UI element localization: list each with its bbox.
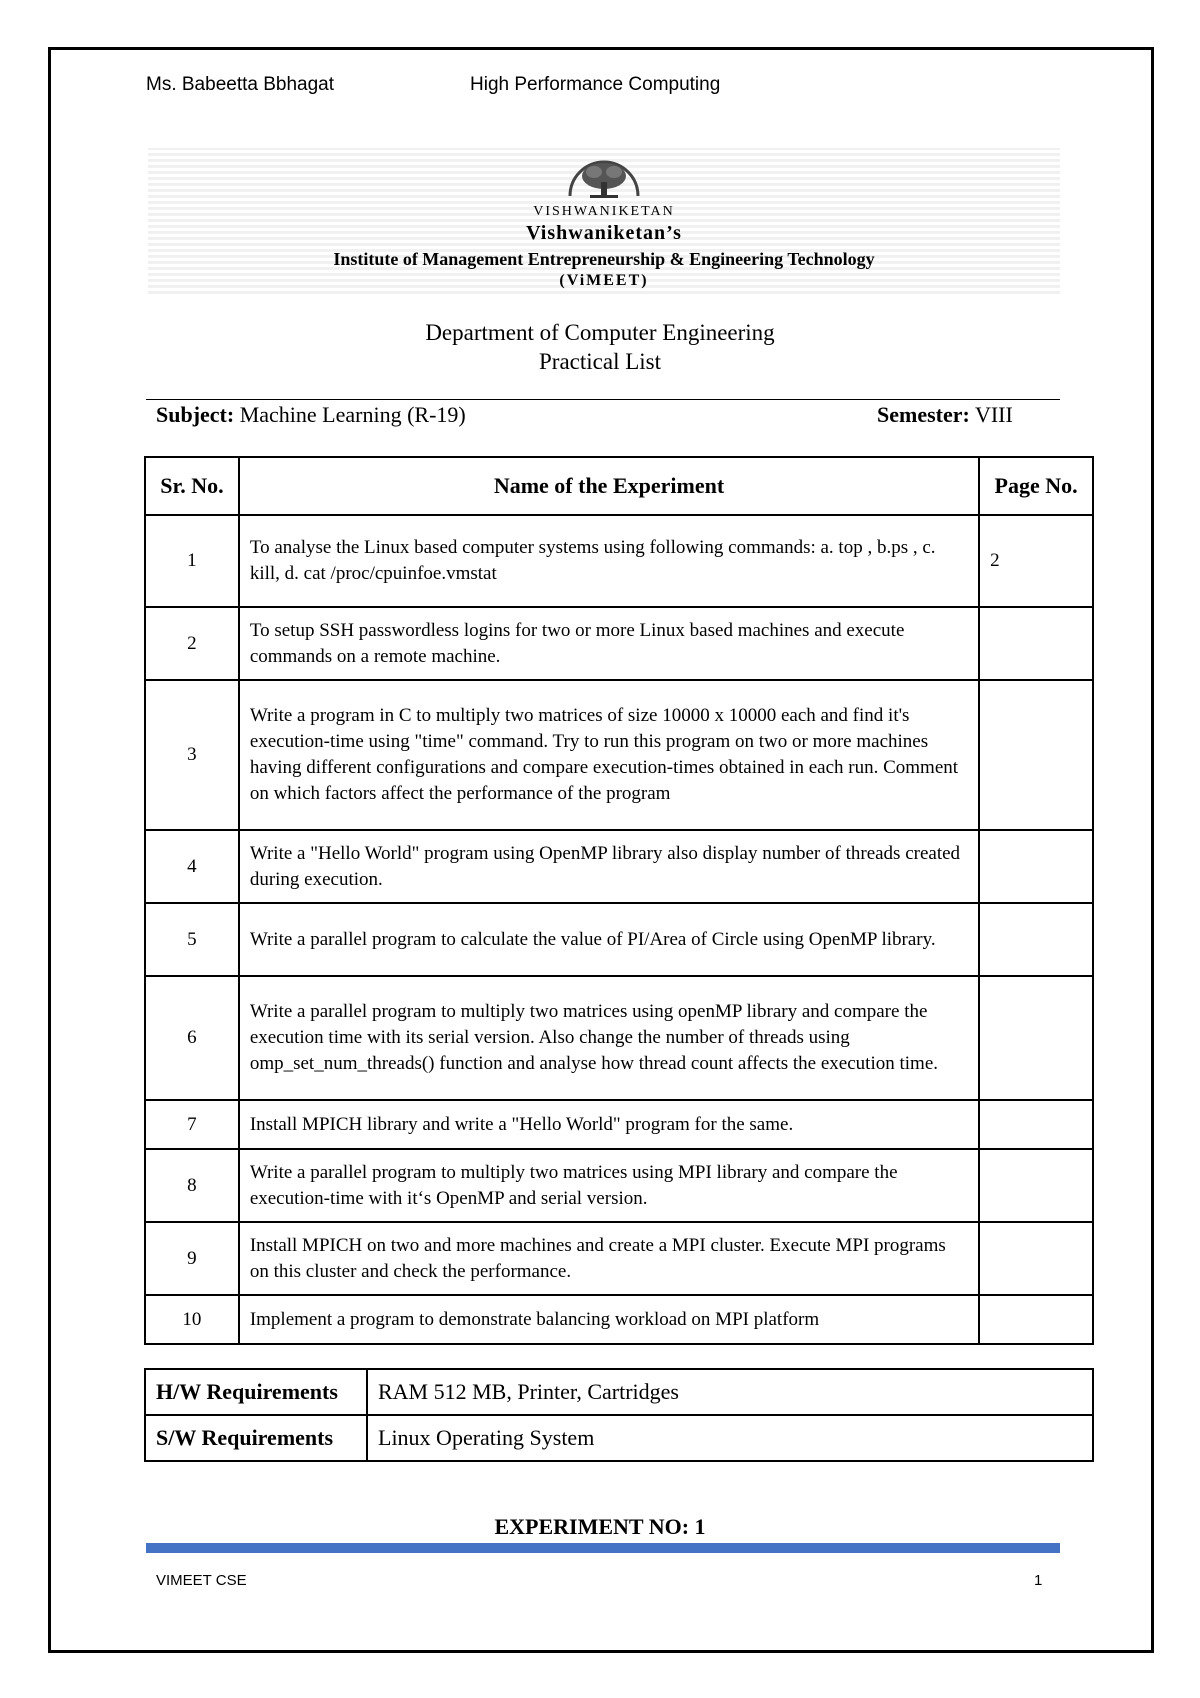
department-heading	[0, 318, 1200, 376]
hw-label: H/W Requirements	[145, 1369, 367, 1415]
sr-cell: 4	[145, 830, 239, 903]
page-cell	[979, 1100, 1093, 1149]
sr-cell: 6	[145, 976, 239, 1100]
page-cell	[979, 680, 1093, 830]
page-cell	[979, 607, 1093, 680]
table-row	[145, 830, 1093, 903]
list-title: Practical List	[539, 349, 661, 374]
logo-small-text: VISHWANIKETAN	[533, 204, 675, 219]
sr-cell: 5	[145, 903, 239, 976]
subject-value: Machine Learning (R-19)	[239, 402, 466, 427]
page-cell	[979, 903, 1093, 976]
header-author: Ms. Babeetta Bbhagat	[146, 74, 335, 95]
sw-label: S/W Requirements	[145, 1415, 367, 1461]
experiment-cell: Implement a program to demonstrate balancing workload on MPI platform	[239, 1295, 979, 1344]
table-row	[145, 680, 1093, 830]
table-row	[145, 1100, 1093, 1149]
logo-name: Vishwaniketan’s	[526, 222, 682, 244]
table-row	[145, 903, 1093, 976]
institute-logo	[148, 148, 1060, 294]
sr-cell: 7	[145, 1100, 239, 1149]
footer-left: VIMEET CSE	[156, 1572, 247, 1589]
accent-bar	[146, 1543, 1060, 1553]
experiment-cell: Install MPICH on two and more machines and create a MPI cluster. Execute MPI programs on this cluster and check the performance.	[239, 1222, 979, 1295]
sr-no-header: Sr. No.	[145, 457, 239, 515]
semester-label: Semester:	[877, 402, 970, 427]
page-cell	[979, 976, 1093, 1100]
experiment-cell: Write a parallel program to calculate the value of PI/Area of Circle using OpenMP library.	[239, 903, 979, 976]
page-cell	[979, 1222, 1093, 1295]
table-header-row	[145, 457, 1093, 515]
subject-line	[156, 402, 466, 428]
sr-cell: 10	[145, 1295, 239, 1344]
logo-institute: Institute of Management Entrepreneurship & Engineering Technology	[333, 249, 875, 269]
hw-value: RAM 512 MB, Printer, Cartridges	[367, 1369, 1093, 1415]
page-cell	[979, 1295, 1093, 1344]
table-row	[145, 515, 1093, 607]
experiment-cell: To setup SSH passwordless logins for two or more Linux based machines and execute commands on a remote machine.	[239, 607, 979, 680]
sr-cell: 2	[145, 607, 239, 680]
department-name: Department of Computer Engineering	[425, 320, 775, 345]
experiment-cell: Write a parallel program to multiply two matrices using MPI library and compare the execution-time with it‘s OpenMP and serial version.	[239, 1149, 979, 1222]
page-no-header: Page No.	[979, 457, 1093, 515]
page-cell	[979, 1149, 1093, 1222]
sr-cell: 9	[145, 1222, 239, 1295]
sr-cell: 8	[145, 1149, 239, 1222]
sw-row	[145, 1415, 1093, 1461]
semester-line	[877, 402, 1013, 428]
experiment-cell: Write a "Hello World" program using OpenMP library also display number of threads created during execution.	[239, 830, 979, 903]
experiment-name-header: Name of the Experiment	[239, 457, 979, 515]
page-number: 1	[1034, 1572, 1043, 1589]
page-cell	[979, 830, 1093, 903]
experiment-cell: Write a parallel program to multiply two matrices using openMP library and compare the execution time with its serial version. Also change the number of threads using omp_set_num_threads() function and analyse how thread count affects the execution time.	[239, 976, 979, 1100]
header-course: High Performance Computing	[470, 74, 721, 95]
experiment-cell: To analyse the Linux based computer systems using following commands: a. top , b.ps , c. kill, d. cat /proc/cpuinfoe.vmstat	[239, 515, 979, 607]
semester-value: VIII	[974, 402, 1013, 427]
table-row	[145, 976, 1093, 1100]
sr-cell: 3	[145, 680, 239, 830]
sw-value: Linux Operating System	[367, 1415, 1093, 1461]
experiment-cell: Write a program in C to multiply two matrices of size 10000 x 10000 each and find it's execution-time using "time" command. Try to run this program on two or more machines having different configurations and compare execution-times obtained in each run. Comment on which factors affect the performance of the program	[239, 680, 979, 830]
divider	[146, 399, 1060, 400]
experiment-cell: Install MPICH library and write a "Hello World" program for the same.	[239, 1100, 979, 1149]
table-row	[145, 607, 1093, 680]
experiment-table	[144, 456, 1094, 1345]
hw-row	[145, 1369, 1093, 1415]
subject-label: Subject:	[156, 402, 235, 427]
logo-abbr: (ViMEET)	[559, 272, 649, 289]
sr-cell: 1	[145, 515, 239, 607]
table-row	[145, 1295, 1093, 1344]
table-row	[145, 1149, 1093, 1222]
table-row	[145, 1222, 1093, 1295]
requirements-table	[144, 1368, 1094, 1462]
tree-emblem-icon	[564, 156, 644, 202]
experiment-title: EXPERIMENT NO: 1	[494, 1514, 706, 1539]
page-cell: 2	[979, 515, 1093, 607]
